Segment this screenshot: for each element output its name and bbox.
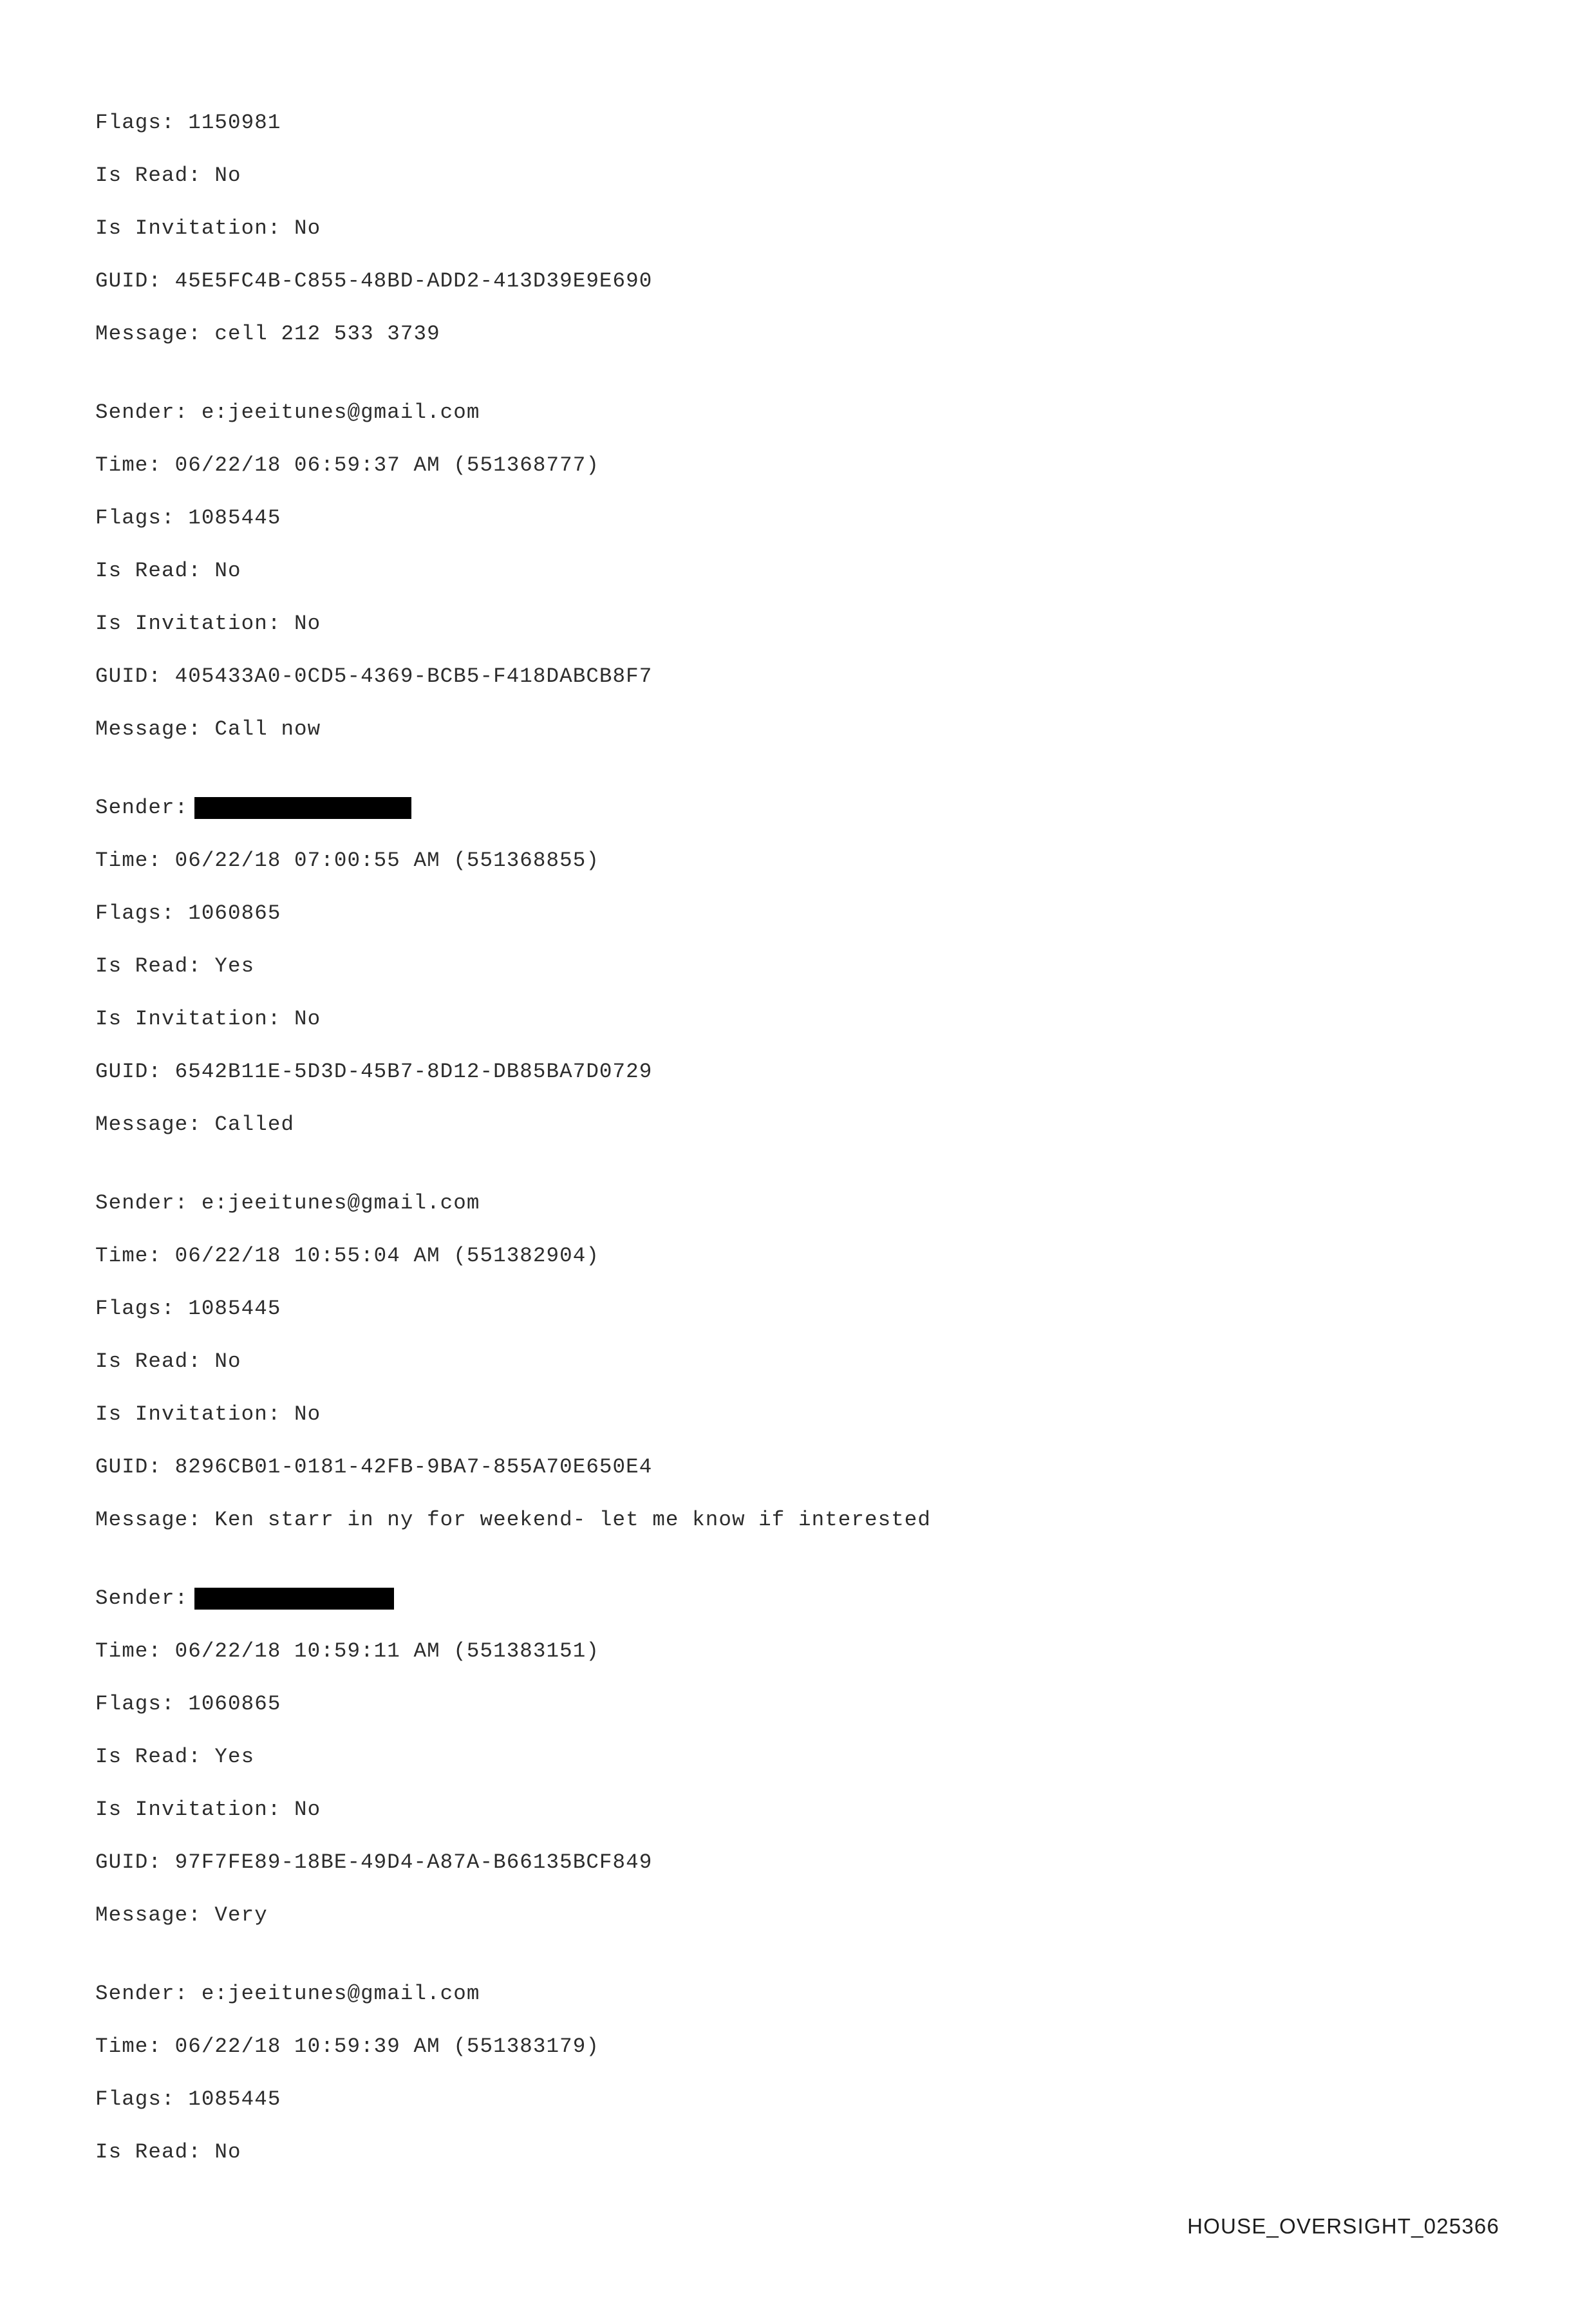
- field-line: GUID: 6542B11E-5D3D-45B7-8D12-DB85BA7D0729: [95, 1060, 653, 1084]
- field-line: GUID: 8296CB01-0181-42FB-9BA7-855A70E650E4: [95, 1455, 653, 1479]
- sender-line-redacted: [95, 1572, 1479, 1625]
- field-line: Is Invitation: No: [95, 1007, 321, 1031]
- field-line: Is Read: Yes: [95, 1745, 255, 1769]
- sender-line-redacted: [95, 782, 1479, 834]
- field-line: Flags: 1085445: [95, 506, 281, 530]
- field-line: Sender: e:jeeitunes@gmail.com: [95, 400, 480, 424]
- message-record: [95, 1177, 1479, 1546]
- field-label: Sender:: [95, 796, 189, 820]
- field-line: Is Read: Yes: [95, 954, 255, 978]
- field-line: Message: cell 212 533 3739: [95, 322, 440, 346]
- message-record: [95, 1968, 1479, 2179]
- message-record: [95, 386, 1479, 756]
- field-line: Flags: 1085445: [95, 2087, 281, 2111]
- message-log-content: [95, 97, 1479, 2179]
- field-line: Message: Call now: [95, 717, 321, 741]
- field-line: Time: 06/22/18 06:59:37 AM (551368777): [95, 453, 599, 477]
- bates-stamp: HOUSE_OVERSIGHT_025366: [1187, 2214, 1499, 2238]
- message-record: [95, 97, 1479, 361]
- redaction-bar: [194, 1588, 394, 1610]
- field-line: Is Invitation: No: [95, 1402, 321, 1426]
- field-line: Is Read: No: [95, 559, 241, 583]
- field-line: Is Read: No: [95, 164, 241, 187]
- field-line: GUID: 97F7FE89-18BE-49D4-A87A-B66135BCF849: [95, 1850, 653, 1874]
- field-line: Flags: 1085445: [95, 1297, 281, 1321]
- redaction-bar: [194, 797, 411, 819]
- message-record: [95, 1572, 1479, 1942]
- field-line: Flags: 1060865: [95, 901, 281, 925]
- field-line: Is Invitation: No: [95, 1798, 321, 1821]
- field-line: Message: Called: [95, 1113, 295, 1136]
- field-line: Sender: e:jeeitunes@gmail.com: [95, 1982, 480, 2006]
- field-line: Time: 06/22/18 10:59:39 AM (551383179): [95, 2035, 599, 2058]
- field-line: Message: Very: [95, 1903, 268, 1927]
- field-label: Sender:: [95, 1586, 189, 1610]
- field-line: GUID: 45E5FC4B-C855-48BD-ADD2-413D39E9E690: [95, 269, 653, 293]
- field-line: Flags: 1060865: [95, 1692, 281, 1716]
- field-line: GUID: 405433A0-0CD5-4369-BCB5-F418DABCB8F7: [95, 664, 653, 688]
- message-record: [95, 782, 1479, 1151]
- field-line: Message: Ken starr in ny for weekend- let me know if interested: [95, 1508, 931, 1532]
- field-line: Flags: 1150981: [95, 111, 281, 135]
- field-line: Is Invitation: No: [95, 216, 321, 240]
- field-line: Sender: e:jeeitunes@gmail.com: [95, 1191, 480, 1215]
- field-line: Is Invitation: No: [95, 612, 321, 635]
- field-line: Is Read: No: [95, 2140, 241, 2164]
- field-line: Time: 06/22/18 10:59:11 AM (551383151): [95, 1639, 599, 1663]
- field-line: Time: 06/22/18 07:00:55 AM (551368855): [95, 849, 599, 872]
- field-line: Time: 06/22/18 10:55:04 AM (551382904): [95, 1244, 599, 1268]
- field-line: Is Read: No: [95, 1349, 241, 1373]
